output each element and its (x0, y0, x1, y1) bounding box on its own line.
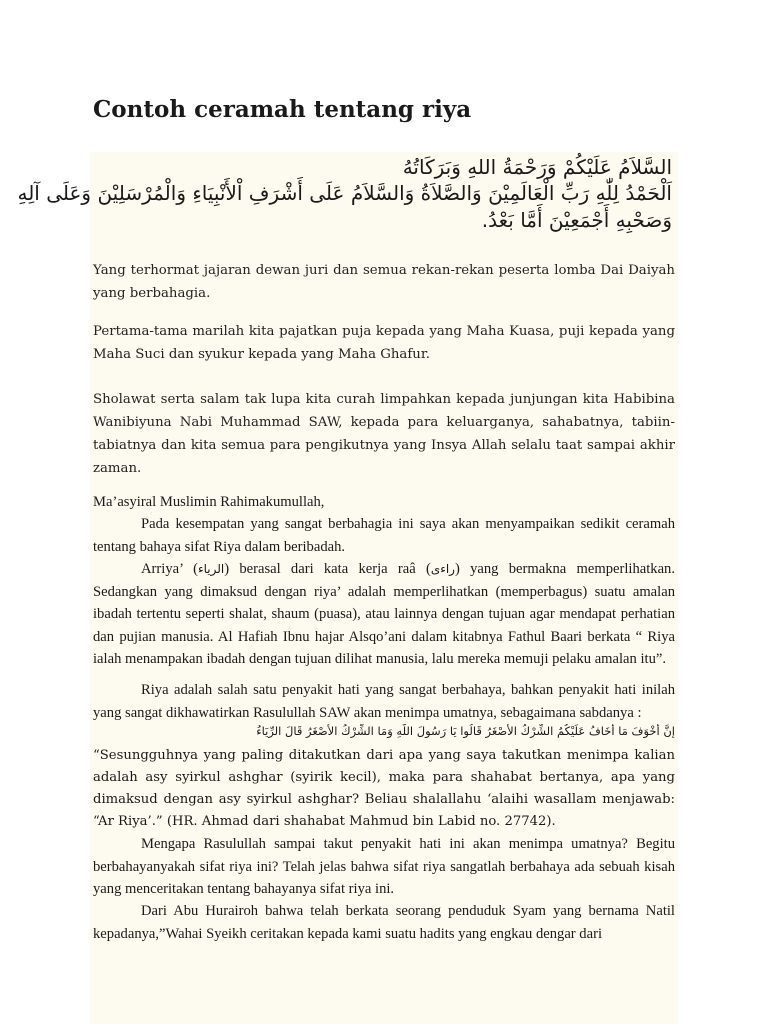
riya-definition-text-b: ) berasal dari kata kerja raâ ( (224, 561, 431, 577)
paragraph-introduction: Pada kesempatan yang sangat berbahagia ini saya akan menyampaikan sedikit ceramah tentang bahaya sifat Riya dalam beribadah. (93, 516, 675, 555)
riya-definition-text-c: ) yang bermakna memperlihatkan. Sedangkan yang dimaksud dengan riya’ adalah memperlihatkan (memperbagus) suatu amalan ibadah tertentu seperti shalat, shaum (puasa), atau lainnya dengan tujuan agar mendapat perhatian dan pujian manusia. Al Hafiah Ibnu hajar Alsqo’ani dalam kitabnya Fathul Baari berkata “ Riya ialah menampakan ibadah dengan tujuan dilihat manusia, lalu mereka memuji pelaku amalan itu”. (93, 561, 675, 668)
riya-definition-text-a: Arriya’ ( (141, 561, 198, 577)
hadith-arabic-text: إِنَّ أَخْوَفَ مَا أَخَافُ عَلَيْكُمُ الشِّرْكُ الأَصْغَرُ قَالُوا يَا رَسُولَ اللَّهِ وَمَا الشِّرْكُ الأَصْغَرُ قَالَ الرِّيَاءُ (256, 724, 675, 738)
arabic-opening-block (17, 152, 678, 240)
raa-arabic-term: راءى (430, 562, 455, 576)
arabic-hamdalah-line: اَلْحَمْدُ لِلّٰهِ رَبِّ الْعَالَمِيْنَ وَالصَّلاَةُ وَالسَّلاَمُ عَلَى أَشْرَفِ اْلأَنْبِيَاءِ وَالْمُرْسَلِيْنَ وَعَلَى آلِهِ (17, 181, 672, 205)
paragraph-riya-definition (93, 558, 675, 671)
paragraph-sholawat: Sholawat serta salam tak lupa kita curah limpahkan kepada junjungan kita Habibina Wanibiyuna Nabi Muhammad SAW, kepada para keluarganya, sahabatnya, tabiin-tabiatnya dan kita semua para pengikutnya yang Insya Allah selalu taat sampai akhir zaman. (93, 392, 675, 476)
riya-arabic-term: الرياء (197, 562, 225, 576)
paragraph-hadith-translation: “Sesungguhnya yang paling ditakutkan dari apa yang saya takutkan menimpa kalian adalah asy syirkul ashghar (syirik kecil), maka para shahabat bertanya, apa yang dimaksud dengan asy syirkul ashghar? Beliau shalallahu ‘alaihi wasallam menjawab: “Ar Riya’.” (HR. Ahmad dari shahabat Mahmud bin Labid no. 27742). (93, 748, 675, 829)
page-title: Contoh ceramah tentang riya (93, 96, 472, 123)
arabic-salam-line: السَّلاَمُ عَلَيْكُمْ وَرَحْمَةُ اللهِ وَبَرَكَاتُهُ (402, 155, 672, 179)
paragraph-praise: Pertama-tama marilah kita pajatkan puja kepada yang Maha Kuasa, puji kepada yang Maha Suci dan syukur kepada yang Maha Ghafur. (93, 324, 675, 362)
paragraph-riya-danger: Riya adalah salah satu penyakit hati yang sangat berbahaya, bahkan penyakit hati inilah yang sangat dikhawatirkan Rasulullah SAW akan menimpa umatnya, sebagaimana sabdanya : (93, 682, 675, 721)
document-body (90, 240, 678, 1024)
arabic-amma-badu-line: وَصَحْبِهِ أَجْمَعِيْنَ أَمَّا بَعْدُ. (481, 208, 672, 232)
paragraph-abu-hurairah-story: Dari Abu Hurairoh bahwa telah berkata seorang penduduk Syam yang bernama Natil kepadanya,”Wahai Syeikh ceritakan kepada kami suatu hadits yang engkau dengar dari (93, 903, 675, 942)
paragraph-audience-greeting: Ma’asyiral Muslimin Rahimakumullah, (93, 494, 325, 510)
paragraph-greeting-jury: Yang terhormat jajaran dewan juri dan semua rekan-rekan peserta lomba Dai Daiyah yang berbahagia. (93, 263, 675, 301)
paragraph-why-rasulullah-feared: Mengapa Rasulullah sampai takut penyakit hati ini akan menimpa umatnya? Begitu berbahayanyakah sifat riya ini? Telah jelas bahwa sifat riya sangatlah berbahaya ada sebuah kisah yang menceritakan tentang bahayanya sifat riya ini. (93, 836, 675, 898)
